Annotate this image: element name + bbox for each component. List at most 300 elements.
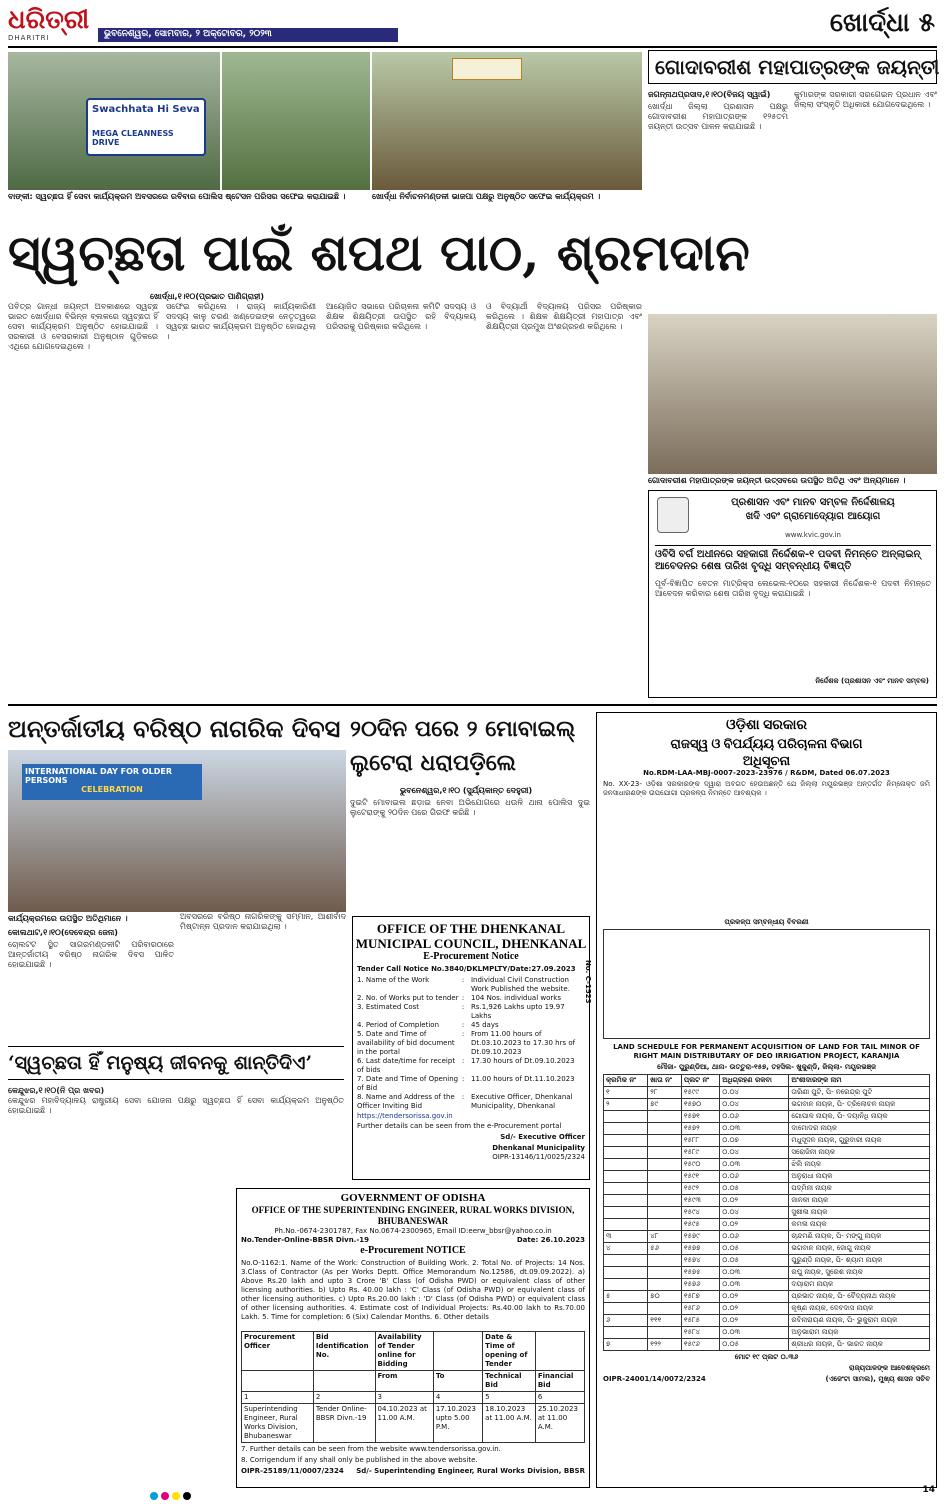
rw-cell xyxy=(242,1371,314,1392)
land-row xyxy=(604,1159,930,1171)
land-cell: ୦.୦୩ xyxy=(720,1279,789,1291)
banner-text-2: MEGA CLEANNESS DRIVE xyxy=(92,129,174,147)
dhenkanal-row xyxy=(357,1003,585,1021)
dhenkanal-cell: 3. Estimated Cost xyxy=(357,1003,420,1011)
dhenkanal-oipr: OIPR-13146/11/0025/2324 xyxy=(492,1153,585,1161)
dhenkanal-cell: From 11.00 hours of Dt.03.10.2023 to 17.30 hrs of Dt.09.10.2023 xyxy=(470,1030,576,1056)
land-cell: ୦.୦୪ xyxy=(720,1207,789,1219)
land-cell: ରଘୁ ନାୟକ, ସୁରେଶ ନାୟକ xyxy=(789,1267,930,1279)
yellow-dot xyxy=(172,1492,180,1500)
land-cell: ଅନୁଭାରାମ ନାୟକ xyxy=(789,1327,930,1339)
rw-cell: 04.10.2023 at 11.00 A.M. xyxy=(375,1404,433,1443)
dhenkanal-cell: 104 Nos. individual works xyxy=(470,994,561,1002)
land-cell: ୨ xyxy=(604,1099,648,1111)
rw-note2: 8. Corrigendum if any shall only be published in the above website. xyxy=(241,1456,478,1464)
rw-title3: e-Procurement NOTICE xyxy=(360,1245,466,1256)
kvic-notice: ଓବିସି ବର୍ଗ ଅଧୀନରେ ସହକାରୀ ନିର୍ଦ୍ଦେଶକ-୧ ପଦବୀ ନିମନ୍ତେ ଅନ୍‌ଲାଇନ୍ ଆବେଦନର ଶେଷ ତାରିଖ ବୃଦ୍ଧି ସମ୍ବନ୍ଧୀୟ ବିଜ୍ଞପ୍ତି xyxy=(655,549,921,572)
magenta-dot xyxy=(161,1492,169,1500)
land-cell: ୧୫୭୨ xyxy=(681,1123,719,1135)
dhenkanal-cell: 5. Date and Time of availability of bid document in the portal xyxy=(357,1030,455,1056)
main-col4-text: ଓ ବିଦ୍ୟାର୍ଥୀ ବିଦ୍ୟାଳୟ ପରିସର ପରିଷ୍କାର କରିଥିଲେ । ଶିକ୍ଷକ ଶିକ୍ଷୟିତ୍ରୀ ମହାପାତ୍ର ଏବଂ ଶିକ୍ଷୟିତ୍ରୀ ପ୍ରମୁଖ ଅଂଶଗ୍ରହଣ କରିଥିଲେ । xyxy=(486,302,642,331)
rw-cell xyxy=(313,1371,375,1392)
revenue-oipr: OIPR-24001/14/0072/2324 xyxy=(603,1375,706,1383)
kvic-body xyxy=(655,579,931,669)
land-row xyxy=(604,1291,930,1303)
shanti-headline-box xyxy=(8,1046,344,1080)
land-cell xyxy=(648,1135,682,1147)
land-row xyxy=(604,1339,930,1351)
land-cell: ୧୫୭୭ xyxy=(681,1243,719,1255)
dhenkanal-cell: Rs.1,926 Lakhs upto 19.97 Lakhs xyxy=(470,1003,565,1020)
kvic-ad xyxy=(648,490,937,698)
land-cell: ଚାନ୍ଦମଣି ନାୟକ, ପି- ମଙ୍ଗୁ ନାୟକ xyxy=(789,1231,930,1243)
land-row xyxy=(604,1279,930,1291)
rw-cell: Technical Bid xyxy=(483,1371,536,1392)
land-cell: ୭ xyxy=(604,1339,648,1351)
masthead-logo xyxy=(8,6,98,46)
land-cell: ୧୫୭୪ xyxy=(681,1255,719,1267)
land-cell: ୧୫୯୧ xyxy=(681,1171,719,1183)
land-cell: ସୁଶୀଳା ନାୟକ xyxy=(789,1207,930,1219)
land-cell: ୦.୦୪ xyxy=(720,1147,789,1159)
photo-elder-day xyxy=(8,750,346,912)
land-cell: ୦.୦୨ xyxy=(720,1315,789,1327)
land-cell: କୃଷ୍ଣ ନାୟକ, ଦେବଦାସ ନାୟକ xyxy=(789,1303,930,1315)
logo-subtext: DHARITRI xyxy=(8,34,50,42)
dhenkanal-row xyxy=(357,976,585,994)
land-cell: ଭଗବାନ ନାୟକ, ପି- ତ୍ରିଲୋଚନ ନାୟକ xyxy=(789,1099,930,1111)
land-cell: ୦.୦୪ xyxy=(720,1099,789,1111)
revenue-sign2: (ଏଜେଂଟା ସାମଲ), ମୁଖ୍ୟ ଶାସନ ସଚିବ xyxy=(825,1375,930,1383)
land-cell: ପଦ୍ମିନୀ ନାୟକ xyxy=(789,1183,930,1195)
photo-godavarish-event xyxy=(648,314,937,474)
dhenkanal-row xyxy=(357,1093,585,1111)
land-cell xyxy=(648,1327,682,1339)
rw-cell: To xyxy=(433,1371,482,1392)
mid-rule xyxy=(8,704,937,706)
land-cell: ୧୫୯୬ xyxy=(681,1339,719,1351)
dhenkanal-cell: 2. No. of Works put to tender xyxy=(357,994,459,1002)
dhenkanal-cell: 45 days xyxy=(470,1021,499,1029)
dhenkanal-sign1: Sd/- Executive Officer xyxy=(500,1133,585,1141)
land-cell: ୧୫୯୫ xyxy=(681,1219,719,1231)
dhenkanal-cell: : xyxy=(461,994,465,1002)
land-cell: ୧୫୮୫ xyxy=(681,1315,719,1327)
land-cell: ୧୫୯୯ xyxy=(681,1087,719,1099)
dhenkanal-cell: Individual Civil Construction Work Published the website. xyxy=(470,976,570,993)
dhenkanal-website[interactable]: https://tendersorissa.gov.in xyxy=(357,1112,453,1120)
elder-col2 xyxy=(180,912,346,1040)
main-col4 xyxy=(486,302,642,702)
land-cell xyxy=(604,1267,648,1279)
section-title: ଖୋର୍ଦ୍ଧା ୫ xyxy=(829,8,935,38)
rw-date: Date: 26.10.2023 xyxy=(516,1236,585,1244)
land-row xyxy=(604,1231,930,1243)
land-row xyxy=(604,1087,930,1099)
land-cell: ଜାନକୀ ନାୟକ xyxy=(789,1195,930,1207)
land-row xyxy=(604,1111,930,1123)
land-row xyxy=(604,1147,930,1159)
dhenkanal-cell: : xyxy=(461,1057,465,1065)
land-row xyxy=(604,1303,930,1315)
elder-banner xyxy=(22,764,202,800)
revenue-total: ମୋଟ ୧୯ ପ୍ଲଟ ୦.୩୬ xyxy=(734,1353,799,1361)
land-cell: ୨୮ xyxy=(648,1087,682,1099)
banner-text: Swachhata Hi Seva xyxy=(92,104,200,115)
revenue-title3: ଅଧିସୂଚନା xyxy=(742,753,791,768)
dhenkanal-cell: : xyxy=(461,1030,465,1038)
godavarish-headline-box xyxy=(648,50,940,84)
land-cell: ୦.୦୪ xyxy=(720,1087,789,1099)
dhenkanal-cell: : xyxy=(461,1075,465,1083)
shanti-body-text: କେନ୍ଦୁଝର ମହାବିଦ୍ୟାଳୟ ରାଷ୍ଟ୍ରୀୟ ସେବା ଯୋଜନା ପକ୍ଷରୁ ସ୍ୱଚ୍ଛତା ହିଁ ସେବା କାର୍ଯ୍ୟକ୍ରମ ଅନୁଷ୍ଠିତ ହୋଇଯାଇଛି । xyxy=(8,1096,344,1115)
rw-cell: Tender Online-BBSR Divn.-19 xyxy=(313,1404,375,1443)
photo-banner xyxy=(86,98,206,156)
dhenkanal-rows xyxy=(353,976,589,1111)
land-cell: ୦.୦୫ xyxy=(720,1339,789,1351)
land-header: କ୍ରମିକ ନଂ xyxy=(604,1075,648,1087)
revenue-schedule-table xyxy=(603,929,930,1039)
land-cell: ୦.୦୫ xyxy=(720,1183,789,1195)
mobile-headline-1: ୨୦ଦିନ ପରେ ୨ ମୋବାଇଲ୍ xyxy=(350,716,576,742)
land-cell: ୫ xyxy=(604,1291,648,1303)
main-col3 xyxy=(326,302,476,702)
land-header: ଖାତା ନଂ xyxy=(648,1075,682,1087)
kvic-sign: ନିର୍ଦ୍ଦେଶକ (ପ୍ରଶାସନ ଏବଂ ମାନବ ସମ୍ବଳ) xyxy=(815,677,929,685)
rw-cell: Availability of Tender online for Bidding xyxy=(375,1332,433,1371)
land-cell: ୭୦ xyxy=(648,1291,682,1303)
elder-col2-text: ଅବସରରେ ବରିଷ୍ଠ ନାଗରିକଙ୍କୁ ସମ୍ମାନ, ଆଶୀର୍ବାଦ ମିଷ୍ଟାନ୍ନ ପ୍ରଦାନ କରାଯାଇଥିଲା । xyxy=(180,912,346,931)
land-cell xyxy=(648,1219,682,1231)
main-col3-text: ଆୟୋଜିତ ସଭାରେ ପରିଚାଳନା କମିଟି ସଦସ୍ୟ ଓ ଶିକ୍ଷକ ଶିକ୍ଷୟିତ୍ରୀ ଉପସ୍ଥିତ ରହି ବିଦ୍ୟାଳୟ ପରିସରକୁ ପରିଷ୍କାର କରିଥିଲେ । xyxy=(326,302,476,331)
rw-cell: 6 xyxy=(535,1392,584,1404)
land-cell: ୧୫୭୧ xyxy=(681,1111,719,1123)
rw-oipr: OIPR-25189/11/0007/2324 xyxy=(241,1467,344,1475)
dhenkanal-row xyxy=(357,1021,585,1030)
shanti-dateline: କେନ୍ଦୁଝର,୧।୧୦(ନି ପ୍ର ଖବର) xyxy=(8,1086,105,1095)
revenue-land-title: LAND SCHEDULE FOR PERMANENT ACQUISITION OF LAND FOR TAIL MINOR OF RIGHT MAIN DISTRIBUTARY OF DEO IRRIGATION PROJECT, KARANJIA xyxy=(613,1043,920,1060)
land-cell: ୦.୦୩ xyxy=(720,1123,789,1135)
rw-title1: GOVERNMENT OF ODISHA xyxy=(340,1192,486,1204)
revenue-no: No.RDM-LAA-MBJ-0007-2023-23976 / R&DM, Dated 06.07.2023 xyxy=(643,769,890,777)
land-cell: ୧ xyxy=(604,1087,648,1099)
land-cell xyxy=(604,1159,648,1171)
rw-cell: Superintending Engineer, Rural Works Division, Bhubaneswar xyxy=(242,1404,314,1443)
main-col2 xyxy=(166,302,316,702)
land-cell xyxy=(604,1207,648,1219)
dhenkanal-cell: 17.30 hours of Dt.09.10.2023 xyxy=(470,1057,575,1065)
dhenkanal-side-no: No. C-1523 xyxy=(584,960,592,1004)
land-cell: ୧୫୮୪ xyxy=(681,1327,719,1339)
land-cell: ୦.୦୨ xyxy=(720,1303,789,1315)
dhenkanal-row xyxy=(357,1057,585,1075)
land-cell: ୧୫୭୦ xyxy=(681,1099,719,1111)
land-cell xyxy=(604,1255,648,1267)
photo-banner-bjp xyxy=(452,58,522,80)
land-cell: ଶ୍ରୀଧର ନାୟକ, ପି- ଭାରତ ନାୟକ xyxy=(789,1339,930,1351)
land-row xyxy=(604,1267,930,1279)
land-header: ଅଧିଗ୍ରହଣ ରକବା xyxy=(720,1075,789,1087)
dhenkanal-row xyxy=(357,994,585,1003)
kvic-web: www.kvic.gov.in xyxy=(785,531,841,539)
land-cell: ୧୫୯୦ xyxy=(681,1159,719,1171)
dhenkanal-cell: 1. Name of the Work xyxy=(357,976,430,984)
dhenkanal-cell: : xyxy=(461,1093,465,1101)
land-cell: ପ୍ରଭାତ ନାୟକ, ପି- ବୈଦ୍ୟନାଥ ନାୟକ xyxy=(789,1291,930,1303)
land-cell xyxy=(648,1255,682,1267)
land-row xyxy=(604,1135,930,1147)
godavarish-col1 xyxy=(648,102,788,310)
photo-cleanness-drive xyxy=(8,52,220,190)
land-cell: କମଳା ନାୟକ xyxy=(789,1219,930,1231)
land-cell: ୧୫୯୨ xyxy=(681,1183,719,1195)
dhenkanal-cell: : xyxy=(461,1021,465,1029)
land-cell: ୦.୦୭ xyxy=(720,1135,789,1147)
revenue-ad xyxy=(596,712,937,1488)
rw-cell: Date & Time of opening of Tender xyxy=(483,1332,536,1371)
land-header: ଅଂଶୀଦାରଙ୍କ ନାମ xyxy=(789,1075,930,1087)
dhenkanal-tender: Tender Call Notice No.3840/DKLMPLTY/Date:27.09.2023 xyxy=(357,965,576,973)
rw-cell: 18.10.2023 at 11.00 A.M. xyxy=(483,1404,536,1443)
revenue-mouza: ମୌଜା- ପୁରୁଣ୍ଡିଆ, ଥାନା- ଉତ୍ତୁରା-୧୫୭, ତହସିଲ- ଖୁକୁଣ୍ଡି, ଜିଲ୍ଲା- ମୟୂରଭଞ୍ଜ xyxy=(657,1063,876,1071)
land-cell xyxy=(604,1147,648,1159)
rw-title2: OFFICE OF THE SUPERINTENDING ENGINEER, RURAL WORKS DIVISION, BHUBANESWAR xyxy=(251,1205,575,1226)
land-cell xyxy=(604,1111,648,1123)
land-row xyxy=(604,1183,930,1195)
rw-body: No.O-1162:1. Name of the Work: Construction of Building Work. 2. Total No. of Projects: 14 Nos. 3.Class of Contractor (As per Works Deptt. Office Memorandum No.12586, dt.09.09.2022). a) Above Rs.20 lakh and upto 3 Crore 'B' Class (of Odisha PWD) or equivalent class of other licensing authorities. b) Upto Rs. 40.00 lakh : 'C' Class (of Odisha PWD) or equivalent class of other licensing authorities. c) Upto Rs.20.00 lakh : 'D' Class (of Odisha PWD) or equivalent class of other licensing authorities. 4. Estimate cost of Individual Projects: Rs.40.00 lakh to Rs.70.00 Lakh. 5. Time for completion: 6 (Six) Calendar Months. 6. Other details xyxy=(241,1259,585,1321)
rw-cell: 25.10.2023 at 11.00 A.M. xyxy=(535,1404,584,1443)
dhenkanal-cell: 6. Last date/time for receipt of bids xyxy=(357,1057,456,1074)
godavarish-col2-text: କୁମାରଙ୍କ ସରକାରୀ ସରଗେଇନ ପ୍ରଧାନ ଏବଂ ଜିଲ୍ଲା ସଂସ୍କୃତି ଅଧିକାରୀ ଯୋଗଦେଇଥିଲେ । xyxy=(794,90,937,109)
land-cell: ସରୋଜିନୀ ନାୟକ xyxy=(789,1147,930,1159)
main-dateline: ଖୋର୍ଦ୍ଧା,୧।୧୦(ପ୍ରଭାତ ପାଣିଗ୍ରାହୀ) xyxy=(150,292,265,301)
dhenkanal-row xyxy=(357,1030,585,1057)
land-cell: ୫୬ xyxy=(648,1243,682,1255)
rw-cell: 5 xyxy=(483,1392,536,1404)
revenue-body: No. XX-23- ଓଡ଼ିଶା ସରକାରଙ୍କ ଦ୍ୱାରା ଅବଗତ ହେଉଅଛନ୍ତି ଯେ ଜିଲ୍ଲା ମୟୂରଭଞ୍ଜ ଅନ୍ତର୍ଗତ ନିମ୍ନୋକ୍ତ ଜମି ଜନସାଧାରଣଙ୍କ ଉପଯୋଗୀ ପ୍ରକଳ୍ପ ନିମନ୍ତେ ଆବଶ୍ୟକ । xyxy=(603,780,930,797)
land-cell xyxy=(648,1159,682,1171)
rw-cell: From xyxy=(375,1371,433,1392)
land-cell: ୦.୦୨ xyxy=(720,1291,789,1303)
land-cell xyxy=(604,1135,648,1147)
land-cell xyxy=(648,1111,682,1123)
land-row xyxy=(604,1243,930,1255)
shanti-headline: ‘ସ୍ୱଚ୍ଛତା ହିଁ ମନୁଷ୍ୟ ଜୀବନକୁ ଶାନ୍ତିଦିଏ’ xyxy=(8,1052,313,1074)
land-cell xyxy=(604,1123,648,1135)
kvic-subtitle: ଖଦି ଏବଂ ଗ୍ରାମୋଦ୍ୟୋଗ ଆୟୋଗ xyxy=(745,511,881,522)
land-cell: ୪୮ xyxy=(648,1231,682,1243)
dhenkanal-cell: 8. Name and Address of the Officer Inviting Bid xyxy=(357,1093,455,1110)
land-cell: ୦.୦୫ xyxy=(720,1255,789,1267)
land-cell: ୧୫୭୯ xyxy=(681,1231,719,1243)
dhenkanal-cell: : xyxy=(461,1003,465,1011)
land-cell: ଝିଲି ନାୟକ xyxy=(789,1159,930,1171)
cyan-dot xyxy=(150,1492,158,1500)
land-cell: ୪ xyxy=(604,1243,648,1255)
rw-sign: Sd/- Superintending Engineer, Rural Works Division, BBSR xyxy=(356,1467,585,1475)
land-cell xyxy=(648,1147,682,1159)
revenue-schedule: ପ୍ରକଳ୍ପ ସମ୍ବନ୍ଧୀୟ ବିବରଣୀ xyxy=(724,918,809,926)
land-row xyxy=(604,1123,930,1135)
land-cell: ମଧୁସୂଦନ ନାୟକ, ଗୁରୁବାରୀ ନାୟକ xyxy=(789,1135,930,1147)
elder-headline: ଅନ୍ତର୍ଜାତୀୟ ବରିଷ୍ଠ ନାଗରିକ ଦିବସ xyxy=(8,714,341,743)
dhenkanal-cell: : xyxy=(461,976,465,984)
dhenkanal-further: Further details can be seen from the e-Procurement portal xyxy=(357,1122,562,1130)
dhenkanal-title3: E-Procurement Notice xyxy=(423,951,519,962)
dhenkanal-cell: 11.00 hours of Dt.11.10.2023 xyxy=(470,1075,575,1083)
land-row xyxy=(604,1099,930,1111)
dhenkanal-title2: MUNICIPAL COUNCIL, DHENKANAL xyxy=(355,936,587,951)
dhenkanal-cell: 7. Date and Time of Opening of Bid xyxy=(357,1075,459,1092)
caption-left: ବାଙ୍କୀ: ସ୍ୱଚ୍ଛତା ହିଁ ସେବା କାର୍ଯ୍ୟକ୍ରମ ଅବସରରେ ରବିବାର ପୋଲିସ ଷ୍ଟେସନ ପରିସର ସଫେଇ କରାଯାଇଛି । xyxy=(8,192,346,201)
land-table xyxy=(603,1074,930,1351)
rw-ad xyxy=(236,1188,590,1488)
land-cell: ଦାମୋଦର ନାୟକ xyxy=(789,1123,930,1135)
land-cell: ୧୧୧ xyxy=(648,1315,682,1327)
land-row xyxy=(604,1315,930,1327)
rw-cell: Procurement Officer xyxy=(242,1332,314,1371)
land-cell: ୬ xyxy=(604,1315,648,1327)
kvic-rule xyxy=(655,545,931,546)
land-cell: ୧୫୯୪ xyxy=(681,1207,719,1219)
land-cell xyxy=(604,1327,648,1339)
land-cell xyxy=(604,1195,648,1207)
revenue-title1: ଓଡ଼ିଶା ସରକାର xyxy=(725,718,808,733)
revenue-sign: ରାଜ୍ୟପାଳଙ୍କ ଆଦେଶକ୍ରମେ xyxy=(849,1364,930,1372)
mobile-dateline: ଭୁବନେଶ୍ୱର,୧।୧୦ (ସୁର୍ଯ୍ୟକାନ୍ତ ଦେହୁରୀ) xyxy=(400,786,533,795)
mobile-body xyxy=(350,798,590,910)
mobile-headline-2: ଲୁଟେରା ଧରାପଡ଼ିଲେ xyxy=(350,750,516,776)
main-col1 xyxy=(8,302,158,702)
land-cell: ତାରିଣୀ ପୁଟି, ପି- ନରେନ୍ଦ୍ର ପୁଟି xyxy=(789,1087,930,1099)
rw-cell: 4 xyxy=(433,1392,482,1404)
land-cell: ୧୫୮୭ xyxy=(681,1291,719,1303)
land-row xyxy=(604,1171,930,1183)
land-cell: ଭଗବାନ ନାୟକ, ଜୋଗୁ ନାୟକ xyxy=(789,1243,930,1255)
land-cell: ୦.୦୩ xyxy=(720,1159,789,1171)
land-cell xyxy=(604,1219,648,1231)
elder-col1-text: ଚୋଲଟଟ ସ୍ଥିତ ସାଗରମଣ୍ଡଳୀଟି ପରିବାରଠାରେ ଆନ୍ତର୍ଜାତୀୟ ବରିଷ୍ଠ ନାଗରିକ ଦିବସ ପାଳିତ ହୋଇଯାଇଛି । xyxy=(8,940,174,969)
black-dot xyxy=(183,1492,191,1500)
rw-contact: Ph.No.-0674-2301787, Fax No.0674-2300965, Email ID:eerw_bbsr@yahoo.co.in xyxy=(274,1227,552,1235)
godavarish-caption: ଗୋଦାବରୀଶ ମହାପାତ୍ରଙ୍କ ଜୟନ୍ତୀ ଉତ୍ସବରେ ଉପସ୍ଥିତ ଅତିଥି ଏବଂ ଅନ୍ୟମାନେ । xyxy=(648,476,906,485)
rw-cell: 3 xyxy=(375,1392,433,1404)
land-cell: ୧୫୮୯ xyxy=(681,1147,719,1159)
land-header: ପ୍ଲଟ ନଂ xyxy=(681,1075,719,1087)
land-cell: ପୁରୁଣ୍ଡି ନାୟକ, ପି- ଶ୍ୟାମ ନାୟକ xyxy=(789,1255,930,1267)
dhenkanal-row xyxy=(357,1075,585,1093)
dhenkanal-title1: OFFICE OF THE DHENKANAL xyxy=(376,921,566,936)
land-cell: ୦.୦୩ xyxy=(720,1267,789,1279)
elder-dateline: କୋଲଥାଟ,୧।୧୦(ଦେବେନ୍ଦ୍ର ଜେନା) xyxy=(8,928,118,937)
land-cell: ୦.୦୫ xyxy=(720,1243,789,1255)
land-cell: ୦.୦୬ xyxy=(720,1231,789,1243)
dateline: ଭୁବନେଶ୍ୱର, ସୋମବାର, ୨ ଅକ୍ଟୋବର, ୨୦୨୩ xyxy=(98,28,398,42)
dhenkanal-sign2: Dhenkanal Municipality xyxy=(492,1144,585,1152)
land-cell: ୩ xyxy=(604,1231,648,1243)
photo-police-station xyxy=(222,52,370,190)
land-cell: ୦.୦୬ xyxy=(720,1171,789,1183)
land-cell: ୧୫୭୫ xyxy=(681,1267,719,1279)
color-registration-dots xyxy=(150,1485,194,1493)
rw-table xyxy=(241,1331,585,1443)
main-col1-text: ପବିତ୍ର ଗାନ୍ଧୀ ଜୟନ୍ତୀ ଅବକାଶରେ ସ୍ୱଚ୍ଛ ଭାରତ ଖୋର୍ଦ୍ଧାର ବିଭିନ୍ନ ବ୍ଲକରେ ସ୍ୱଚ୍ଛତା ହିଁ ସେବା କାର୍ଯ୍ୟକ୍ରମ ଅନୁଷ୍ଠିତ ହୋଇଯାଇଛି । ସରକାରୀ ଓ ବେସରକାରୀ ଅନୁଷ୍ଠାନ ଗୁଡ଼ିକରେ ଏଥିରେ ଯୋଗଦେଇଥିଲେ । xyxy=(8,302,158,351)
land-cell: ୦.୦୨ xyxy=(720,1219,789,1231)
land-cell: ୦.୦୨ xyxy=(720,1195,789,1207)
dhenkanal-cell: Executive Officer, Dhenkanal Municipality, Dhenkanal xyxy=(470,1093,573,1110)
elder-caption: କାର୍ଯ୍ୟକ୍ରମରେ ଉପସ୍ଥିତ ଅତିଥିମାନେ । xyxy=(8,914,128,923)
land-cell: ଗୋପାଳ ନାୟକ, ପି- ଦୟାନିଧି ନାୟକ xyxy=(789,1111,930,1123)
rw-no: No.Tender-Online-BBSR Divn.-19 xyxy=(241,1236,369,1244)
rw-cell: 17.10.2023 upto 5.00 P.M. xyxy=(433,1404,482,1443)
elder-banner-text-2: CELEBRATION xyxy=(81,785,143,794)
land-cell: ୧୫୮୮ xyxy=(681,1135,719,1147)
land-cell: ୭୯ xyxy=(648,1099,682,1111)
land-row xyxy=(604,1219,930,1231)
rw-cell: Financial Bid xyxy=(535,1371,584,1392)
elder-banner-text: INTERNATIONAL DAY FOR OLDER PERSONS xyxy=(25,767,173,785)
emblem-icon xyxy=(657,497,689,533)
rw-cell: 1 xyxy=(242,1392,314,1404)
godavarish-col1-text: ଖୋର୍ଦ୍ଧା ଜିଲ୍ଲା ପ୍ରଶାସନ ପକ୍ଷରୁ ଗୋଦାବରୀଶ ମହାପାତ୍ରଙ୍କ ୧୨୫ତମ ଜୟନ୍ତୀ ଉତ୍ସବ ପାଳନ କରାଯାଇଛି । xyxy=(648,102,788,131)
land-cell xyxy=(648,1123,682,1135)
land-cell xyxy=(648,1303,682,1315)
land-cell: ୧୫୮୬ xyxy=(681,1303,719,1315)
rw-cell xyxy=(433,1332,482,1371)
main-col2-text: ସଫେଇ କରିଥିଲେ । ରାଜ୍ୟ କାର୍ଯ୍ୟକାରିଣୀ ସଦସ୍ୟ କାଳୁ ଚରଣ ଖଣ୍ଡେଇଙ୍କ ନେତୃତ୍ୱରେ ସ୍ୱଚ୍ଛ ଭାରତ କାର୍ଯ୍ୟକ୍ରମ ଅନୁଷ୍ଠିତ ହୋଇଥିଲା । xyxy=(166,302,316,341)
land-row xyxy=(604,1195,930,1207)
photo-bjp-drive xyxy=(372,52,642,190)
land-cell xyxy=(604,1171,648,1183)
rw-cell: Bid Identification No. xyxy=(313,1332,375,1371)
kvic-body-text: ପୂର୍ବ-ବିଜ୍ଞାପିତ ବେତନ ମାଟ୍ରିକ୍ସ ଲେଭେଲ-୧୦ରେ ସହକାରୀ ନିର୍ଦ୍ଦେଶକ-୧ ପଦବୀ ନିମନ୍ତେ ଆବେଦନ କରିବାର ଶେଷ ତାରିଖ ବୃଦ୍ଧି କରାଯାଇଛି । xyxy=(655,579,931,598)
land-cell: ୧୨୨ xyxy=(648,1339,682,1351)
land-cell xyxy=(648,1267,682,1279)
dhenkanal-ad xyxy=(352,916,590,1180)
revenue-title2: ରାଜସ୍ୱ ଓ ବିପର୍ଯ୍ୟୟ ପରିଚାଳନା ବିଭାଗ xyxy=(670,736,863,751)
land-cell xyxy=(648,1183,682,1195)
godavarish-dateline: ଜଗନ୍ନାଥପ୍ରସାଦ,୧।୧୦(ବିଜୟ ସ୍ୱାଇଁ) xyxy=(648,90,771,99)
land-cell xyxy=(648,1279,682,1291)
land-cell xyxy=(604,1183,648,1195)
rw-cell: 2 xyxy=(313,1392,375,1404)
rw-note1: 7. Further details can be seen from the website www.tendersorissa.gov.in. xyxy=(241,1445,501,1453)
land-cell xyxy=(648,1195,682,1207)
land-row xyxy=(604,1207,930,1219)
land-cell: ୦.୦୬ xyxy=(720,1111,789,1123)
land-cell: ଦୟାରାମ ନାୟକ xyxy=(789,1279,930,1291)
header-rule xyxy=(8,46,937,48)
land-cell xyxy=(648,1171,682,1183)
land-cell: ୧୫୭୬ xyxy=(681,1279,719,1291)
land-row xyxy=(604,1327,930,1339)
godavarish-col2 xyxy=(794,90,937,310)
elder-col1 xyxy=(8,940,174,1040)
land-cell: ଅନୁରାଧା ନାୟକ xyxy=(789,1171,930,1183)
land-cell: ୧୫୯୩ xyxy=(681,1195,719,1207)
caption-right: ଖୋର୍ଦ୍ଧା ନିର୍ବାଚନମଣ୍ଡଳୀ ଭାଜପା ପକ୍ଷରୁ ଅନୁଷ୍ଠିତ ସଫେଇ କାର୍ଯ୍ୟକ୍ରମ । xyxy=(372,192,601,201)
land-cell xyxy=(648,1207,682,1219)
main-headline: ସ୍ୱଚ୍ଛତା ପାଇଁ ଶପଥ ପାଠ, ଶ୍ରମଦାନ xyxy=(8,223,750,282)
land-cell xyxy=(604,1279,648,1291)
mobile-body-text: ଦୁଇଟି ମୋବାଇଲ ଛଡ଼ାଇ ନେବା ଅଭିଯୋଗରେ ଧଉଳି ଥାନା ପୋଲିସ ଦୁଇ ଲୁଟେରାଙ୍କୁ ୨୦ଦିନ ପରେ ଗିରଫ କରିଛି । xyxy=(350,798,590,817)
dhenkanal-cell: 4. Period of Completion xyxy=(357,1021,440,1029)
logo-text: ଧରିତ୍ରୀ xyxy=(8,5,90,35)
land-row xyxy=(604,1255,930,1267)
land-cell xyxy=(604,1303,648,1315)
page-number: 14 xyxy=(922,1485,935,1495)
rw-cell xyxy=(535,1332,584,1371)
